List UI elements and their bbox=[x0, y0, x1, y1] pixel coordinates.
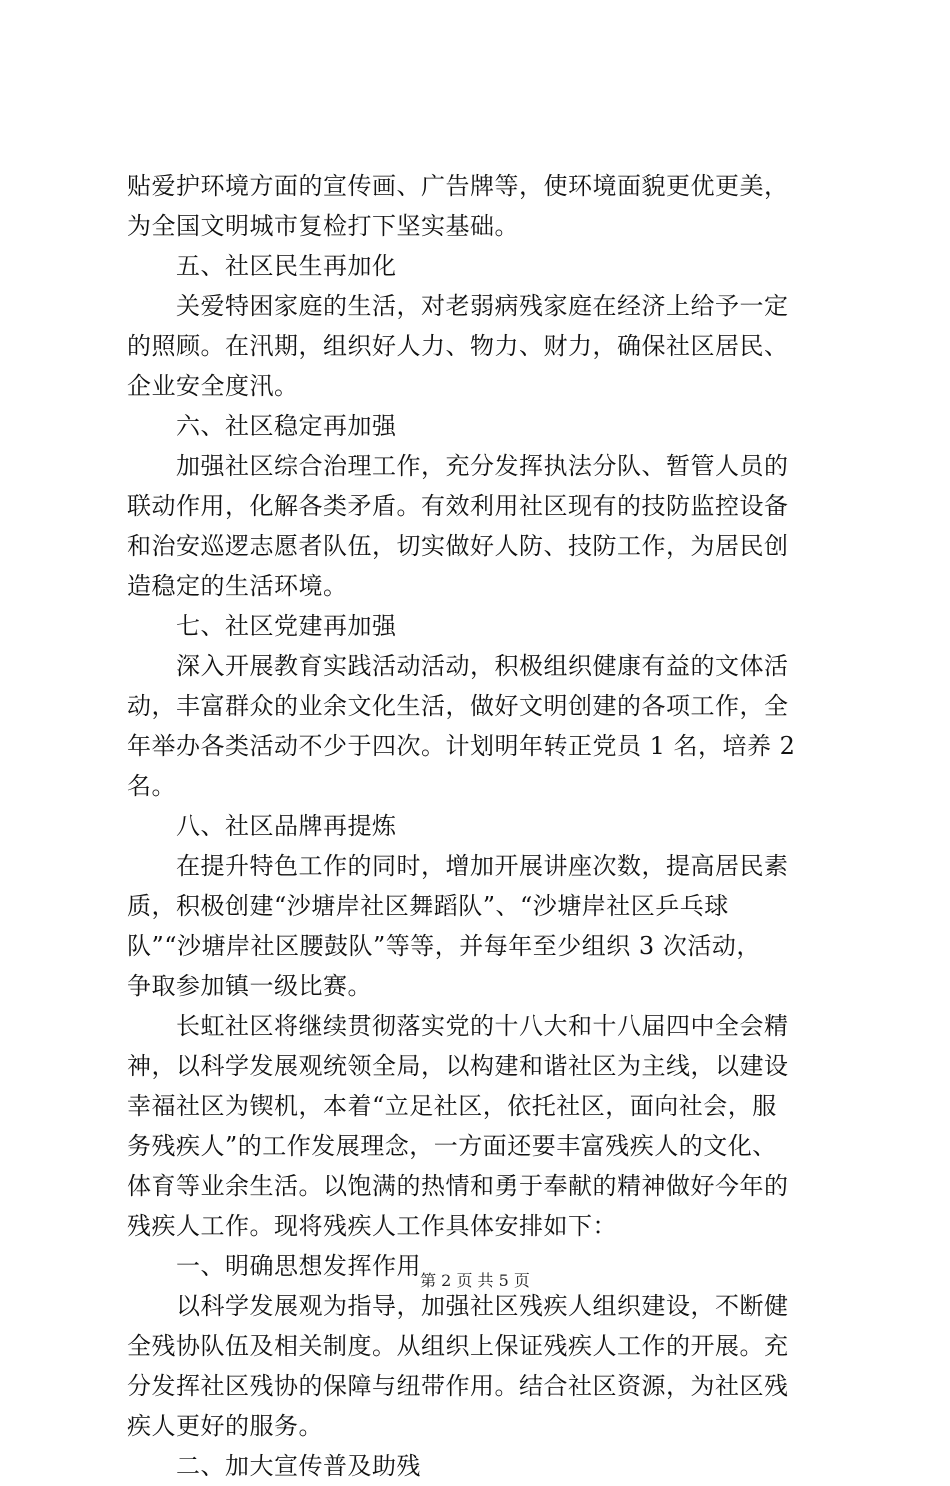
text-line: 加强社区综合治理工作，充分发挥执法分队、暂管人员的 bbox=[176, 452, 789, 480]
text-line: 队”“沙塘岸社区腰鼓队”等等，并每年至少组织 3 次活动， bbox=[127, 932, 761, 960]
text-line: 争取参加镇一级比赛。 bbox=[127, 972, 372, 1000]
text-line: 幸福社区为锲机，本着“立足社区，依托社区，面向社会，服 bbox=[127, 1092, 777, 1120]
text-line: 的照顾。在汛期，组织好人力、物力、财力，确保社区居民、 bbox=[127, 332, 789, 360]
text-line: 在提升特色工作的同时，增加开展讲座次数，提高居民素 bbox=[176, 852, 789, 880]
text-line: 造稳定的生活环境。 bbox=[127, 572, 348, 600]
text-line: 名。 bbox=[127, 772, 176, 800]
text-line: 神，以科学发展观统领全局，以构建和谐社区为主线，以建设 bbox=[127, 1052, 789, 1080]
text-line: 一、明确思想发挥作用 bbox=[176, 1252, 421, 1280]
text-line: 动，丰富群众的业余文化生活，做好文明创建的各项工作，全 bbox=[127, 692, 789, 720]
text-line: 联动作用，化解各类矛盾。有效利用社区现有的技防监控设备 bbox=[127, 492, 789, 520]
text-line: 质，积极创建“沙塘岸社区舞蹈队”、“沙塘岸社区乒乓球 bbox=[127, 892, 729, 920]
text-line: 以科学发展观为指导，加强社区残疾人组织建设，不断健 bbox=[176, 1292, 789, 1320]
text-line: 年举办各类活动不少于四次。计划明年转正党员 1 名，培养 2 bbox=[127, 732, 796, 760]
text-line: 分发挥社区残协的保障与纽带作用。结合社区资源，为社区残 bbox=[127, 1372, 789, 1400]
text-line: 企业安全度汛。 bbox=[127, 372, 299, 400]
text-line: 长虹社区将继续贯彻落实党的十八大和十八届四中全会精 bbox=[176, 1012, 789, 1040]
text-line: 体育等业余生活。以饱满的热情和勇于奉献的精神做好今年的 bbox=[127, 1172, 789, 1200]
text-line: 贴爱护环境方面的宣传画、广告牌等，使环境面貌更优更美， bbox=[127, 172, 789, 200]
text-line: 六、社区稳定再加强 bbox=[176, 412, 397, 440]
text-line: 深入开展教育实践活动活动，积极组织健康有益的文体活 bbox=[176, 652, 789, 680]
text-line: 五、社区民生再加化 bbox=[176, 252, 397, 280]
text-line: 七、社区党建再加强 bbox=[176, 612, 397, 640]
text-line: 二、加大宣传普及助残 bbox=[176, 1452, 421, 1480]
text-line: 关爱特困家庭的生活，对老弱病残家庭在经济上给予一定 bbox=[176, 292, 789, 320]
text-line: 八、社区品牌再提炼 bbox=[176, 812, 397, 840]
page-footer: 第 2 页 共 5 页 bbox=[420, 1271, 530, 1290]
text-line: 和治安巡逻志愿者队伍，切实做好人防、技防工作，为居民创 bbox=[127, 532, 789, 560]
text-line: 残疾人工作。现将残疾人工作具体安排如下： bbox=[127, 1212, 617, 1240]
text-line: 务残疾人”的工作发展理念，一方面还要丰富残疾人的文化、 bbox=[127, 1132, 777, 1160]
text-line: 为全国文明城市复检打下坚实基础。 bbox=[127, 212, 519, 240]
text-line: 全残协队伍及相关制度。从组织上保证残疾人工作的开展。充 bbox=[127, 1332, 789, 1360]
text-line: 疾人更好的服务。 bbox=[127, 1412, 323, 1440]
